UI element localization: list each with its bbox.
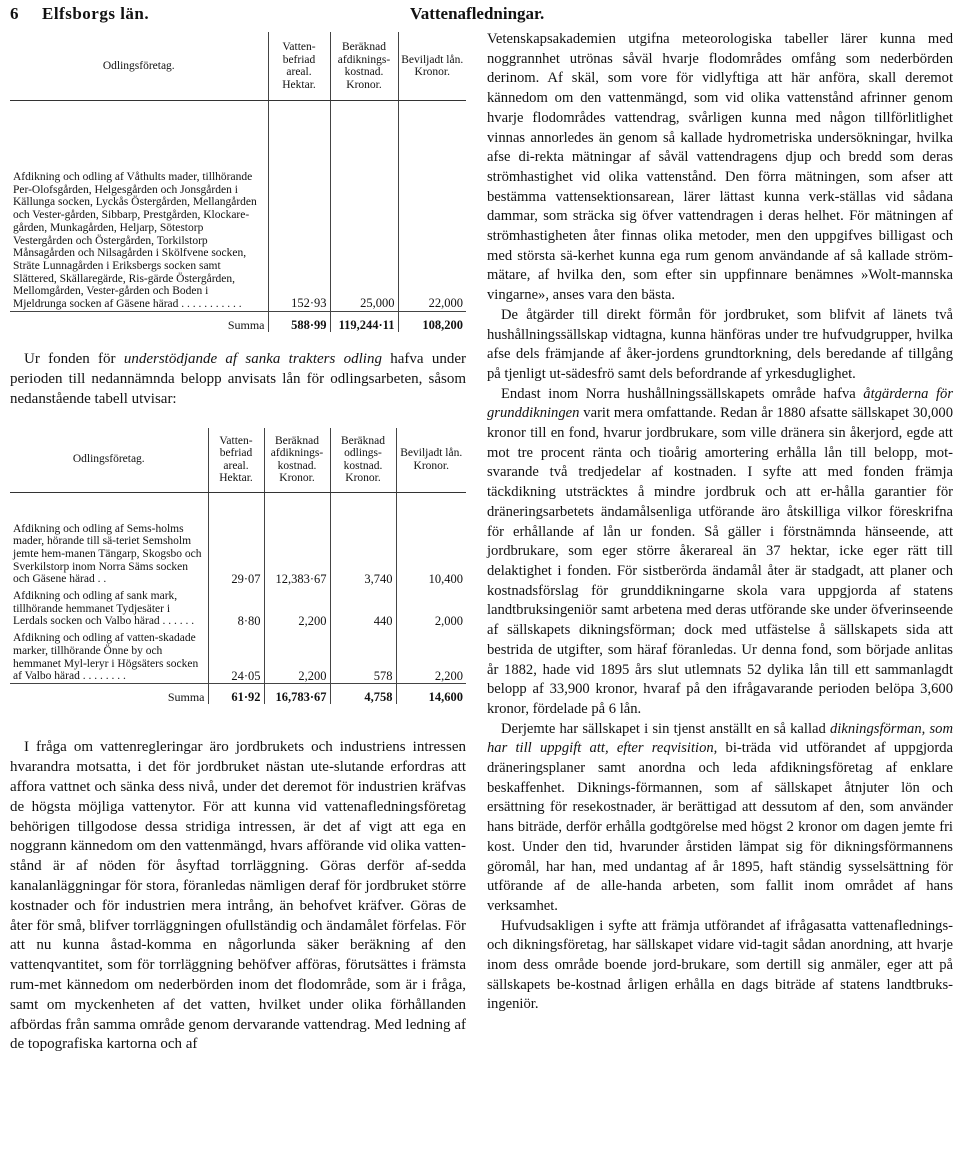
- table-row: [10, 101, 466, 312]
- row-area: 8·80: [208, 586, 264, 628]
- running-title-left: Elfsborgs län.: [42, 4, 150, 23]
- sum-label: Summa: [10, 683, 208, 704]
- page-number: 6: [10, 4, 19, 23]
- column-header: Vatten- befriad areal. Hektar.: [268, 32, 330, 101]
- paragraph-text: Endast inom Norra hushållningssällskapets område hafva: [501, 385, 864, 402]
- table-row: [10, 492, 466, 586]
- table-header-row: [10, 428, 466, 493]
- body-paragraph: [487, 720, 953, 917]
- body-paragraph-left: I fråga om vattenregleringar äro jordbrukets och industriens intressen hvarandra motsatta, i det för jordbruket nästan ute-slutande erfordras att affora vattnet och sänka dess nivå, under det deremot för industrien kräfvas de högsta möjliga vattenytor. För att kunna vid vattenafledningsföretag behörigen tillgodose dessa stridiga intressen, är det af vigt att ega en noggrann kännedom om den vattenmängd, hvars afförande vid olika vatten-stånd är af nöden för åsyftad torrläggning. Göras derför af-sedda kanalanläggningar för stora, föranledas nämligen deraf för jordbruket större kostnader och för industrien mera intrång, än behofvet kräfver. Göras de åter för små, blifver torrläggningen ofullständig och ändamålet förfelas. För att nu kunna åstad-komma en någorlunda säker beräkning af den vattenqvantitet, som för torrläggning behöfver afföras, förutsättes i främsta rum-met kännedom om nederbörden inom det flodområde, som är i fråga, samt om myckenheten af det vatten, hvilket under olika förhållanden afbördas från samma område genom dervarande vattendrag. Med ledning af de topografiska kartorna och af: [10, 739, 466, 1053]
- row-description: Afdikning och odling af vatten-skadade marker, tillhörande Önne by och hemmanet Myl-leryr i Högsäters socken af Valbo härad . . . . . . . .: [13, 632, 199, 683]
- row-loan: 2,000: [396, 586, 466, 628]
- intro-text-end: hafva under perioden till nedannämnda belopp anvisats lån för odlingsarbeten, såsom nedanstående tabell utvisar:: [10, 351, 466, 407]
- intro-text: Ur fonden för: [24, 351, 124, 368]
- loan-table-2: [10, 428, 466, 705]
- row-drain-cost: 2,200: [264, 586, 330, 628]
- sum-drain-cost: 16,783·67: [264, 683, 330, 704]
- row-loan: 2,200: [396, 628, 466, 683]
- paragraph-text: bi-träda vid utförandet af uppgjorda dräneringsplaner samt anordna och leda afdikningsföretag af enklare beskaffenhet. Diknings-förmannen, som af sällskapet åtnjuter lön och ersättning för resekostnader, är berättigad att dessutom af den, som använder hans biträde, derför erhålla godtgörelse med högst 2 kronor om dagen jemte fri kost. Under den tid, hvarunder årstiden lämpat sig för dikningsförmannens göromål, har han, med undantag af år 1895, haft ständig sysselsättning för utförande af de alle-handa arbeten, som fallit inom området af hans verksamhet.: [487, 740, 953, 914]
- row-cult-cost: 3,740: [330, 492, 396, 586]
- paragraph-italic: åtgärderna för grunddikningen: [487, 385, 953, 422]
- row-description: Afdikning och odling af Sems-holms mader, hörande till sä-teriet Semsholm jemte hem-manen Tängarp, Skogsbo och Sverkilstorp inom Norra Säms socken och Gäsene härad . .: [13, 522, 202, 586]
- intro-italic: understödjande af sanka trakters odling: [123, 351, 382, 368]
- column-header: Beräknad odlings- kostnad. Kronor.: [330, 428, 396, 493]
- body-paragraph: De åtgärder till direkt förmån för jordbruket, som blifvit af länets två hushållningssällskap vidtagna, kunna hänföras under tre hufvudgrupper, hvilka afse dels främjande af åker-jordens grundtorkning, dels beredande af tillgång på tjenligt ut-sädesfrö samt dels befordrande af yrkesduglighet.: [487, 306, 953, 382]
- column-header: Odlingsföretag.: [10, 32, 268, 101]
- sum-cost: 119,244·11: [330, 311, 398, 332]
- table-row: [10, 586, 466, 628]
- sum-label: Summa: [10, 311, 268, 332]
- sum-area: 61·92: [208, 683, 264, 704]
- table-header-row: [10, 32, 466, 101]
- right-column: [487, 30, 953, 1015]
- column-header: Odlingsföretag.: [10, 428, 208, 493]
- row-drain-cost: 12,383·67: [264, 492, 330, 586]
- sum-cult-cost: 4,758: [330, 683, 396, 704]
- intro-paragraph: [10, 350, 466, 409]
- row-cult-cost: 578: [330, 628, 396, 683]
- body-paragraph: Vetenskapsakademien utgifna meteorologiska tabeller lärer kunna med noggrannhet utrönas såväl hvarje flodområdes omfång som nederbörden derinom. Af skäl, som vore för vidlyftiga att här anföra, skall deremot kännedom om den vattenmängd, som vid olika vattenstånd afrinner genom hvarje flodområdes vattendrag, svårligen kunna med någon tillförlitlighet vinnas annorledes än genom så kallade hydrometriska undersökningar, hvilka afse di-rekta mätningar af såväl vattendragens djup och bredd som deras strömhastighet vid olika vattenstånd. Den förra mätningen, som afser att bestämma vattensektionsarean, lärer lättast kunna verk-ställas vid sådana dammar, som sträcka sig öfver vattendragen i deras helhet. För mätningen af strömhastigheten åter finnas olika metoder, men den uppgifves billigast och med största sä-kerhet kunna ega rum genom användande af så kallade ström-mätare, af hvilka den, som efter sin uppfinnare benämnes »Wolt-mannska vingarne», anses vara den bästa.: [487, 31, 953, 304]
- table-sum-row: [10, 311, 466, 332]
- sum-loan: 108,200: [398, 311, 466, 332]
- body-paragraph: Hufvudsakligen i syfte att främja utförandet af ifrågasatta vattenaflednings- och dikningsföretag, har sällskapet vidare vid-tagit sådan anordning, att hvarje inom dess område boende jord-brukare, som dertill sig anmäler, eger att på sällskapets be-kostnad årligen erhålla en dags biträde af statens landtbruks-ingeniör.: [487, 917, 953, 1013]
- column-header: Beräknad afdiknings- kostnad. Kronor.: [264, 428, 330, 493]
- row-description: Afdikning och odling af sank mark, tillhörande hemmanet Tydjesäter i Lerdals socken och Valbo härad . . . . . .: [13, 590, 195, 628]
- row-description: Afdikning och odling af Våthults mader, tillhörande Per-Olofsgården, Helgesgården och Jonsgården i Källunga socken, Lyckås Östergården, Mellangården och Vester-gården, Sibbarp, Prestgården, Klockare-gården, Munkagården, Heljarp, Sötestorp Vestergården och Östergården, Torkilstorp Månsagården och Nilsagården i Skölfvene socken, Sträte Lunnagården i Eriksbergs socken samt Slättered, Skällaregärde, Ris-gärde Östergården, Mellomgården, Vester-gården och Boden i Mjeldrunga socken af Gäsene härad . . . . . . . . . . .: [13, 171, 257, 311]
- row-loan: 10,400: [396, 492, 466, 586]
- row-loan: 22,000: [398, 101, 466, 312]
- paragraph-text: varit mera omfattande. Redan år 1880 afsatte sällskapet 30,000 kronor till en fond, hvarur jordbrukare, som ville dränera sin åkerjord, egde att mot tre procent ränta och tioårig amortering erhålla lån till belopp, mot-svarande två tredjedelar af kostnaden. I syfte att med fonden främja täckdikning utsträcktes å mindre jordbruk och att er-hålla garantier för dräneringsarbetets ändamålsenliga utförande äro åtskilliga vilkor föreskrifna för erhållande af lån ur fonden. Så gäller i förstnämnda hänseende, att jordbrukare, som eger större åkerareal än 37 hektar, icke eger rätt till delaktighet i fonden. För sistberörda ändamål åter är stadgadt, att planer och kostnadsförslag för grunddikningarne skola vara uppgjorda af statens landtbruksingeniör samt arbetena med deras utförande ske under öfverinseende af sällskapets dikningsförman; dock med utfästelse å sällskapets sida att bestrida de utgifter, som häraf föranledas. Ur denna fond, som började anlitas år 1882, hade vid 1895 års slut utlemnats 52 dylika lån till ett sammanlagdt belopp af 33,900 kronor, hvaraf på den ifrågavarande perioden belöpa 3,600 kronor, fördelade på 6 lån.: [487, 405, 953, 717]
- row-cult-cost: 440: [330, 586, 396, 628]
- loan-table-1: [10, 32, 466, 332]
- paragraph-text: Derjemte har sällskapet i sin tjenst anställt en så kallad: [501, 720, 830, 737]
- sum-area: 588·99: [268, 311, 330, 332]
- left-column: [10, 32, 466, 1055]
- column-header: Beviljadt lån. Kronor.: [398, 32, 466, 101]
- page-header: [10, 4, 950, 28]
- paragraph-italic: dikningsförman, som har till uppgift att, efter reqvisition,: [487, 720, 953, 757]
- column-header: Beräknad afdiknings- kostnad. Kronor.: [330, 32, 398, 101]
- row-drain-cost: 2,200: [264, 628, 330, 683]
- running-title-right: Vattenafledningar.: [410, 4, 545, 23]
- column-header: Beviljadt lån. Kronor.: [396, 428, 466, 493]
- column-header: Vatten- befriad areal. Hektar.: [208, 428, 264, 493]
- body-paragraph: [487, 385, 953, 720]
- table-row: [10, 628, 466, 683]
- table-sum-row: [10, 683, 466, 704]
- row-area: 152·93: [268, 101, 330, 312]
- row-area: 29·07: [208, 492, 264, 586]
- sum-loan: 14,600: [396, 683, 466, 704]
- row-cost: 25,000: [330, 101, 398, 312]
- row-area: 24·05: [208, 628, 264, 683]
